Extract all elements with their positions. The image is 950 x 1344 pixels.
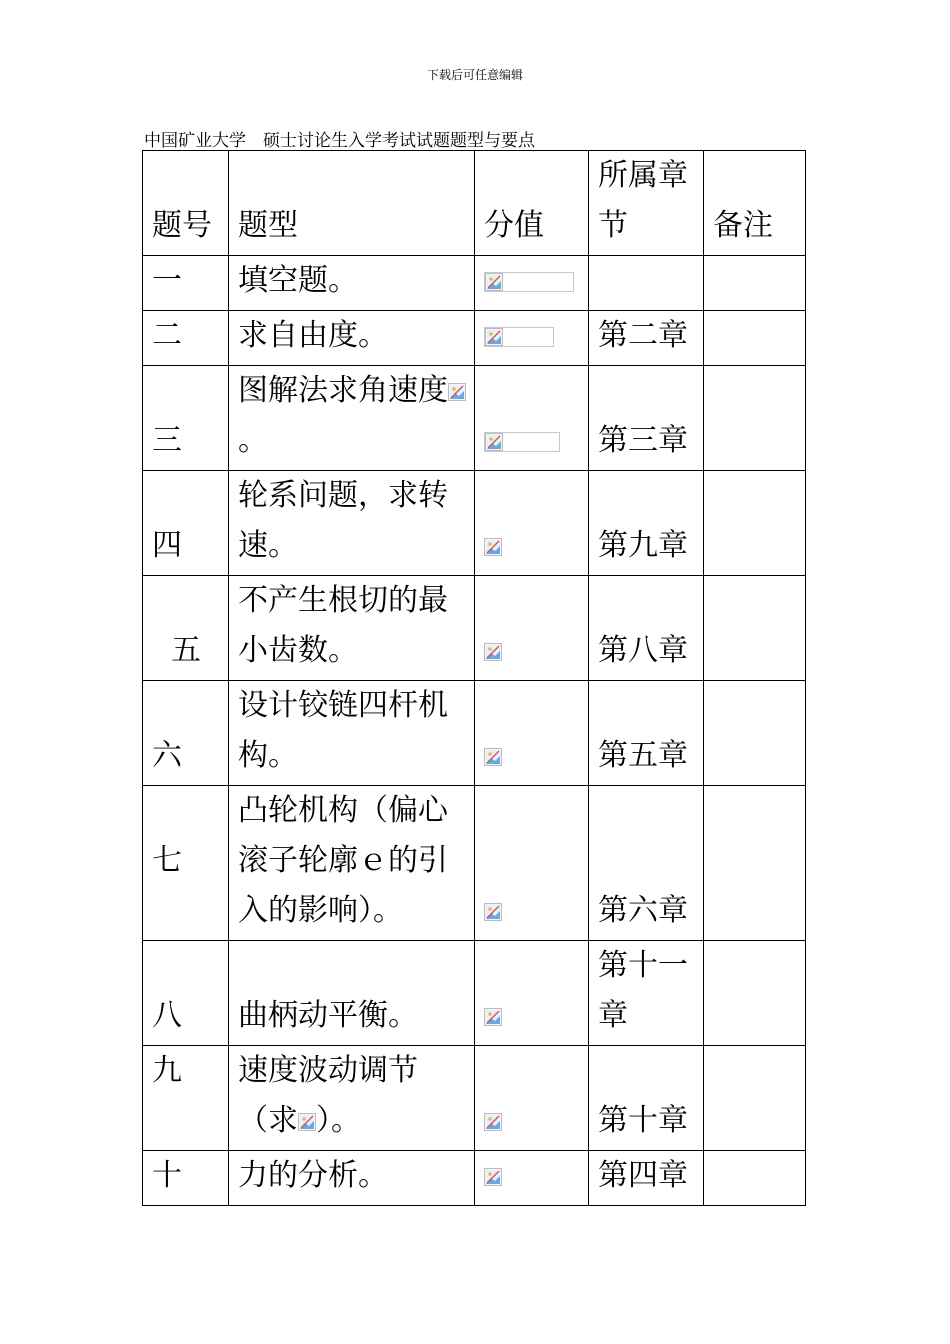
cell-score: [475, 471, 589, 576]
cell-note: [704, 366, 806, 471]
table-row: [143, 681, 806, 786]
cell-score: [475, 941, 589, 1046]
cell-type: [229, 366, 475, 471]
broken-image-icon: [484, 538, 502, 556]
cell-chapter: 第六章: [589, 786, 704, 941]
exam-table: [142, 150, 806, 1206]
broken-image-icon: [484, 1113, 502, 1131]
cell-score: [475, 366, 589, 471]
cell-type-text: 速度波动调节（求: [238, 1053, 418, 1138]
broken-image-glyph: [485, 1114, 501, 1130]
cell-note: [704, 1151, 806, 1206]
broken-image-icon: [298, 1113, 316, 1131]
cell-note: [704, 576, 806, 681]
broken-image-glyph: [485, 644, 501, 660]
broken-image-icon: [485, 433, 503, 451]
cell-type: 设计铰链四杆机构。: [229, 681, 475, 786]
cell-type: 凸轮机构（偏心滚子轮廓ｅ的引入的影响）。: [229, 786, 475, 941]
broken-image-icon: [484, 903, 502, 921]
table-row: [143, 311, 806, 366]
table-row: [143, 786, 806, 941]
table-row: [143, 1046, 806, 1151]
broken-image-glyph: [486, 329, 502, 345]
cell-type: [229, 1046, 475, 1151]
cell-chapter: 第二章: [589, 311, 704, 366]
broken-image-icon: [485, 328, 503, 346]
score-image-frame: [484, 272, 574, 292]
cell-note: [704, 1046, 806, 1151]
cell-num: 四: [143, 471, 229, 576]
cell-num: 二: [143, 311, 229, 366]
document-title: 中国矿业大学 硕士讨论生入学考试试题题型与要点: [144, 131, 535, 151]
header-num: 题号: [143, 151, 229, 256]
cell-type: 曲柄动平衡。: [229, 941, 475, 1046]
cell-num: 十: [143, 1151, 229, 1206]
header-chapter: 所属章节: [589, 151, 704, 256]
cell-type: 填空题。: [229, 256, 475, 311]
cell-chapter: 第三章: [589, 366, 704, 471]
cell-score: [475, 786, 589, 941]
broken-image-glyph: [486, 434, 502, 450]
broken-image-glyph: [485, 749, 501, 765]
cell-type: 求自由度。: [229, 311, 475, 366]
table-row: [143, 941, 806, 1046]
broken-image-glyph: [485, 904, 501, 920]
cell-chapter: 第十章: [589, 1046, 704, 1151]
cell-type-text: ）。: [316, 1103, 361, 1138]
broken-image-glyph: [485, 1169, 501, 1185]
header-note: 备注: [704, 151, 806, 256]
cell-num: 一: [143, 256, 229, 311]
broken-image-glyph: [485, 1009, 501, 1025]
cell-chapter: 第四章: [589, 1151, 704, 1206]
broken-image-glyph: [299, 1114, 315, 1130]
cell-type: 力的分析。: [229, 1151, 475, 1206]
table-row: [143, 256, 806, 311]
cell-type-text: 。: [238, 423, 268, 458]
table-header-row: [143, 151, 806, 256]
cell-type-text: 图解法求角速度: [238, 373, 448, 408]
header-score: 分值: [475, 151, 589, 256]
table-row: [143, 366, 806, 471]
broken-image-icon: [484, 1008, 502, 1026]
cell-num: 六: [143, 681, 229, 786]
broken-image-icon: [484, 643, 502, 661]
table-row: [143, 471, 806, 576]
broken-image-icon: [448, 383, 466, 401]
cell-score: [475, 1151, 589, 1206]
cell-chapter: 第九章: [589, 471, 704, 576]
cell-chapter: [589, 256, 704, 311]
header-type: 题型: [229, 151, 475, 256]
cell-num: 三: [143, 366, 229, 471]
cell-score: [475, 681, 589, 786]
cell-note: [704, 311, 806, 366]
cell-score: [475, 1046, 589, 1151]
cell-note: [704, 941, 806, 1046]
cell-score: [475, 576, 589, 681]
table-row: [143, 1151, 806, 1206]
cell-note: [704, 256, 806, 311]
table-row: [143, 576, 806, 681]
cell-chapter: 第十一章: [589, 941, 704, 1046]
broken-image-glyph: [449, 384, 465, 400]
cell-note: [704, 681, 806, 786]
cell-num: 九: [143, 1046, 229, 1151]
cell-num: 五: [143, 576, 229, 681]
cell-type: 不产生根切的最小齿数。: [229, 576, 475, 681]
cell-chapter: 第八章: [589, 576, 704, 681]
cell-note: [704, 786, 806, 941]
broken-image-glyph: [486, 274, 502, 290]
broken-image-icon: [484, 1168, 502, 1186]
broken-image-glyph: [485, 539, 501, 555]
cell-type: 轮系问题，求转速。: [229, 471, 475, 576]
score-image-frame: [484, 432, 560, 452]
broken-image-icon: [484, 748, 502, 766]
cell-score: [475, 311, 589, 366]
cell-num: 八: [143, 941, 229, 1046]
score-image-frame: [484, 327, 554, 347]
cell-chapter: 第五章: [589, 681, 704, 786]
cell-note: [704, 471, 806, 576]
broken-image-icon: [485, 273, 503, 291]
cell-score: [475, 256, 589, 311]
header-note: 下载后可任意编辑: [426, 68, 523, 82]
cell-num: 七: [143, 786, 229, 941]
